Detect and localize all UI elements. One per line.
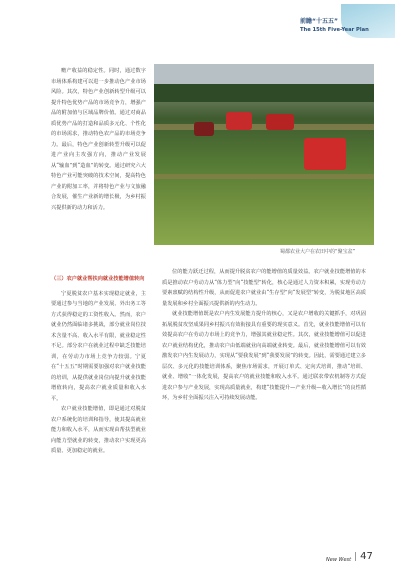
paragraph: 位的能力跃迁过程，从而提升脱贫农户的能增值的质量效益。农户就业技能增值的本质是推动农户劳动力从“体力型”向“技能型”转化，核心是通过人力资本积累，实现劳动力要素禀赋的结构性升级，从而促进农户就业由“生存型”向“发展型”转变，为脱贫地区高质量发展和乡村全面振兴提供新的内生动力。	[162, 269, 366, 307]
paragraph: 赡产收益的稳定性。同时，通过数字市场体系构建可以进一步推动色产业市场风险。其次，特色产业创新转型升级可以提升特色优势产品的市场竞争力，增强产品的附加值与区域品牌价值。通过对商品质优势产品的打造和品质多元化、个性化的市场需求，推动特色农产品的市场竞争力。最后，特色产业创新转型升级可以促进产业向主攻强方向，推动产业发展从“输血”到“造血”的转变。通过研究六大特色产业可能突破的技术空间，提高特色产业的附加工率，并将特色产业与文旅融合发展，催生产业新的增长极，为乡村振兴提供新的动力和活力。	[51, 68, 146, 211]
sky-band	[154, 64, 374, 84]
paragraph: 宁夏脱贫农户基本实现稳定就业，主要通过参与当地的产业发展、外出务工等方式获得稳定的工资性收入。然而，农户就业仍然面临诸多挑战，部分就业岗位技术含量不高、收入水平有限，就业稳定性不足。部分农户在就业过程中缺乏技能培训，在劳动力市场上竞争力较弱。宁夏在“十五五”时期需要加强对农户就业技能的培训，从提供就业岗位向提升就业技能增值转向，提高农户就业质量和收入水平。	[51, 290, 146, 402]
footer	[326, 546, 373, 565]
field-row	[154, 124, 374, 130]
tractor	[194, 122, 214, 136]
header-title-en: The 15th Five-Year Plan	[300, 27, 369, 33]
footer-divider	[355, 552, 356, 561]
tractor	[304, 138, 346, 170]
tractor	[266, 114, 294, 130]
field-row	[154, 174, 374, 179]
right-bottom-column	[162, 267, 366, 404]
header	[300, 16, 390, 33]
tree-line	[154, 84, 374, 102]
left-top-column	[51, 66, 146, 213]
section-title: （三）农户就业帮扶向就业技能增值转向	[51, 276, 145, 282]
paragraph: 农户就业技能增值，即是通过对脱贫农户系统化的培训和指导，使其提高就业能力和收入水平，从而实现由帮扶型就业向能力型就业的转变，推动农户实现更高质量、更加稳定的就业。	[51, 406, 146, 454]
magazine-name: New West	[326, 557, 352, 563]
header-title-cn: 前瞻“十五五”	[300, 18, 338, 25]
tractor	[226, 112, 252, 130]
page-number: 47	[360, 551, 373, 562]
farm-photo	[154, 64, 374, 245]
left-bottom-column	[51, 274, 146, 457]
paragraph: 就业技能增值既是农户内生发展能力提升的核心，又是农户增收的关键抓手，对巩固拓展脱贫攻坚成果同乡村振兴有效衔接具有重要的现实意义。首先，就业技能增值可以有效提高农户在劳动力市场上的竞争力，增强其就业稳定性。其次，就业技能增值可以促进农户就业结构优化，推动农户由低端就业向高端就业转变。最后，就业技能增值可以有效激发农户内生发展动力，实现从“要我发展”到“我要发展”的转变。因此，需要通过建立多层次、多元化的技能培训体系，聚焦市场需求，开展订单式、定向式培训，推动“培训、就业、增收”一体化发展，提高农户的就业技能和收入水平。通过联农带农机制等方式促进农户参与产业发展，实现高质量就业，构建“技能提升—产业升级—收入增长”的良性循环，为乡村全面振兴注入可持续发展动能。	[162, 311, 366, 401]
photo-caption: 蜀都农业大户在农田中的“聚宝盆”	[280, 249, 356, 255]
